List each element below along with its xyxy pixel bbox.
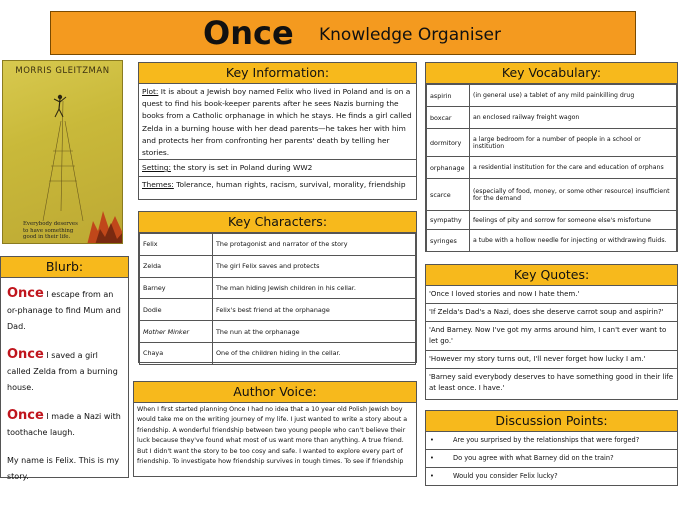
character-name: Barney [140,277,213,299]
vocabulary-definition: an enclosed railway freight wagon [470,107,677,129]
key-quotes-heading: Key Quotes: [426,265,677,286]
character-description: The nun at the orphanage [213,321,416,343]
blurb-heading: Blurb: [1,257,128,278]
vocabulary-word: orphanage [427,157,470,179]
quote-item: 'However my story turns out, I'll never forget how lucky I am.' [426,350,677,368]
vocabulary-row [427,107,677,129]
discussion-item [426,467,677,485]
character-row [140,342,416,364]
setting-section [139,159,416,176]
vocabulary-word: sympathy [427,211,470,230]
discussion-list [426,432,677,485]
vocabulary-row [427,157,677,179]
character-description: The protagonist and narrator of the story [213,234,416,256]
blurb-text: I escape from an or-phanage to find Mum and Dad. [7,290,121,331]
vocabulary-definition: a large bedroom for a number of people in a school or institution [470,129,677,157]
discussion-item [426,449,677,467]
character-name: Zelda [140,255,213,277]
discussion-points-panel [425,410,678,486]
blurb-list [1,278,128,441]
vocabulary-row [427,129,677,157]
character-row [140,234,416,256]
blurb-closing: My name is Felix. This is my story. [7,456,120,481]
vocabulary-definition: (in general use) a tablet of any mild painkilling drug [470,85,677,107]
vocabulary-row [427,211,677,230]
character-row [140,321,416,343]
plot-section [139,84,416,159]
characters-table [139,233,416,365]
title-banner [50,11,636,55]
setting-text: the story is set in Poland during WW2 [170,163,313,172]
blurb-text: I made a Nazi with toothache laugh. [7,412,121,437]
blurb-once-word: Once [7,408,44,423]
themes-section [139,176,416,193]
themes-text: Tolerance, human rights, racism, survival, morality, friendship [173,180,406,190]
key-characters-heading: Key Characters: [139,212,416,233]
character-name: Chaya [140,342,213,364]
character-name: Mother Minker [140,321,213,343]
key-quotes-panel [425,264,678,400]
discussion-text: Would you consider Felix lucky? [453,472,558,480]
vocabulary-word: boxcar [427,107,470,129]
author-voice-heading: Author Voice: [134,382,416,403]
quote-item: 'Once I loved stories and now I hate them.' [429,290,580,298]
quote-item: 'And Barney. Now I've got my arms around him, I can't ever want to let go.' [426,321,677,350]
vocabulary-row [427,85,677,107]
key-vocabulary-panel [425,62,678,252]
discussion-item [426,432,677,449]
vocabulary-table [426,84,677,252]
bullet-icon: • [430,472,434,480]
vocabulary-definition: a tube with a hollow needle for injecting or withdrawing fluids. [470,230,677,252]
character-name: Dodie [140,299,213,321]
plot-text: It is about a Jewish boy named Felix who lived in Poland and is on a quest to find his book-keeper parents after he sees Nazis burning the books from a Catholic orphanage in which he stays. He finds a girl called Zelda in a burning house with her dead parents—he takes her with him and protects her from confronting her parents' death by telling her stories. [142,87,412,158]
blurb-once-word: Once [7,347,44,362]
vocabulary-word: aspirin [427,85,470,107]
character-description: One of the children hiding in the cellar. [213,342,416,364]
blurb-text: I saved a girl called Zelda from a burning house. [7,351,118,392]
key-information-heading: Key Information: [139,63,416,84]
blurb-panel [0,256,129,481]
themes-label: Themes: [142,180,174,190]
blurb-item [1,408,128,441]
vocabulary-word: scarce [427,179,470,211]
key-characters-panel [138,211,417,363]
book-author: MORRIS GLEITZMAN [15,66,110,76]
plot-label: Plot: [142,87,159,96]
page-subtitle: Knowledge Organiser [319,25,501,45]
key-information-panel [138,62,417,200]
quote-item: 'Barney said everybody deserves to have something good in their life at least once. I have.' [426,368,677,397]
vocabulary-definition: feelings of pity and sorrow for someone else's misfortune [470,211,677,230]
discussion-points-heading: Discussion Points: [426,411,677,432]
discussion-text: Do you agree with what Barney did on the train? [453,454,614,462]
character-row [140,299,416,321]
book-cover [2,60,123,244]
character-description: The girl Felix saves and protects [213,255,416,277]
vocabulary-word: dormitory [427,129,470,157]
setting-label: Setting: [142,163,171,172]
bullet-icon: • [430,436,434,444]
author-voice-panel [133,381,417,477]
discussion-text: Are you surprised by the relationships that were forged? [453,436,640,444]
key-vocabulary-heading: Key Vocabulary: [426,63,677,84]
vocabulary-definition: a residential institution for the care and education of orphans [470,157,677,179]
vocabulary-definition: (especially of food, money, or some other resource) insufficient for the demand [470,179,677,211]
vocabulary-row [427,230,677,252]
author-voice-text: When I first started planning Once I had no idea that a 10 year old Polish Jewish boy would take me on the writing journey of my life. I just wanted to write a story about a friendship. A wonderful friendship between two young people who can't believe their luck because they've found what most of us want more than anything. A true friend. But I didn't want the story to be too cosy and safe. I wanted to explore every part of friendship. To investigate how friendship survives in tough times. To see if friendship [137,406,408,466]
character-description: Felix's best friend at the orphanage [213,299,416,321]
book-cover-illustration [3,61,123,244]
character-row [140,255,416,277]
blurb-item [1,286,128,335]
quote-item: 'If Zelda's Dad's a Nazi, does she deserve carrot soup and aspirin?' [426,303,677,321]
vocabulary-word: syringes [427,230,470,252]
book-tagline: Everybody deserves to have something good in their life. [23,221,78,241]
blurb-once-word: Once [7,286,44,301]
character-row [140,277,416,299]
blurb-item [1,347,128,396]
vocabulary-row [427,179,677,211]
bullet-icon: • [430,454,434,462]
quotes-list [426,286,677,397]
character-description: The man hiding Jewish children in his cellar. [213,277,416,299]
character-name: Felix [140,234,213,256]
page-title: Once [203,14,294,52]
